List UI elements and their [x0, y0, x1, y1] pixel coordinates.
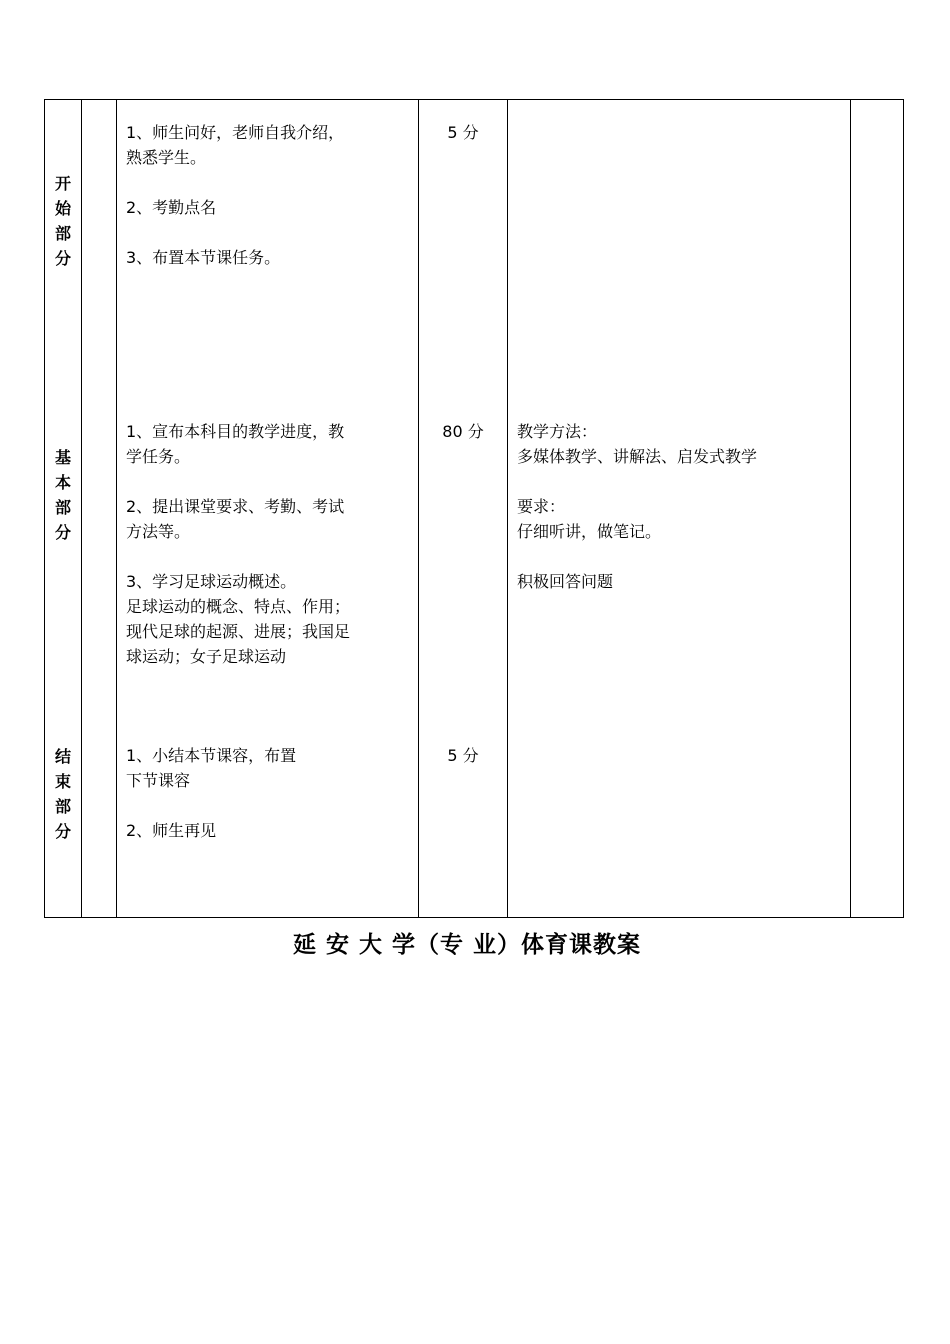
content-line: 1、宣布本科目的教学进度，教 — [126, 422, 345, 441]
blank-column — [82, 100, 117, 918]
time-column — [419, 100, 508, 918]
content-line: 熟悉学生。 — [126, 148, 207, 167]
page-title: 延 安 大 学（专 业）体育课教案 — [292, 932, 642, 958]
start-content — [126, 120, 414, 270]
content-line: 下节课容 — [126, 771, 191, 790]
method-line: 仔细听讲，做笔记。 — [517, 522, 662, 541]
method-line: 多媒体教学、讲解法、启发式教学 — [517, 447, 758, 466]
label-char: 始 — [54, 199, 71, 218]
table-row — [45, 100, 904, 918]
lesson-plan-table — [44, 99, 904, 918]
label-char: 结 — [54, 747, 71, 766]
label-char: 部 — [54, 797, 71, 816]
basic-part-label — [45, 445, 81, 545]
end-time: 5 分 — [447, 746, 479, 765]
label-char: 束 — [54, 772, 71, 791]
content-line: 3、学习足球运动概述。 — [126, 572, 297, 591]
content-line: 足球运动的概念、特点、作用； — [126, 597, 351, 616]
label-char: 分 — [54, 822, 71, 841]
basic-content — [126, 419, 414, 669]
content-line: 2、考勤点名 — [126, 198, 217, 217]
content-line: 3、布置本节课任务。 — [126, 248, 281, 267]
content-line: 1、小结本节课容，布置 — [126, 746, 297, 765]
label-char: 分 — [54, 249, 71, 268]
start-time: 5 分 — [447, 123, 479, 142]
content-line: 学任务。 — [126, 447, 191, 466]
content-line: 2、师生再见 — [126, 821, 217, 840]
part-column — [45, 100, 82, 918]
method-line: 教学方法： — [517, 422, 598, 441]
label-char: 基 — [54, 448, 71, 467]
label-char: 部 — [54, 224, 71, 243]
method-line: 要求： — [517, 497, 566, 516]
content-column — [117, 100, 419, 918]
content-line: 2、提出课堂要求、考勤、考试 — [126, 497, 345, 516]
basic-method — [517, 419, 846, 594]
content-line: 1、师生问好，老师自我介绍， — [126, 123, 345, 142]
basic-time: 80 分 — [442, 422, 484, 441]
method-column — [508, 100, 851, 918]
end-part-label — [45, 744, 81, 844]
content-line: 现代足球的起源、进展；我国足 — [126, 622, 351, 641]
content-line: 方法等。 — [126, 522, 191, 541]
label-char: 本 — [54, 473, 71, 492]
start-part-label — [45, 171, 81, 271]
label-char: 部 — [54, 498, 71, 517]
note-column — [851, 100, 904, 918]
method-line: 积极回答问题 — [517, 572, 614, 591]
label-char: 开 — [54, 174, 71, 193]
end-content — [126, 743, 414, 843]
content-line: 球运动；女子足球运动 — [126, 647, 287, 666]
label-char: 分 — [54, 523, 71, 542]
